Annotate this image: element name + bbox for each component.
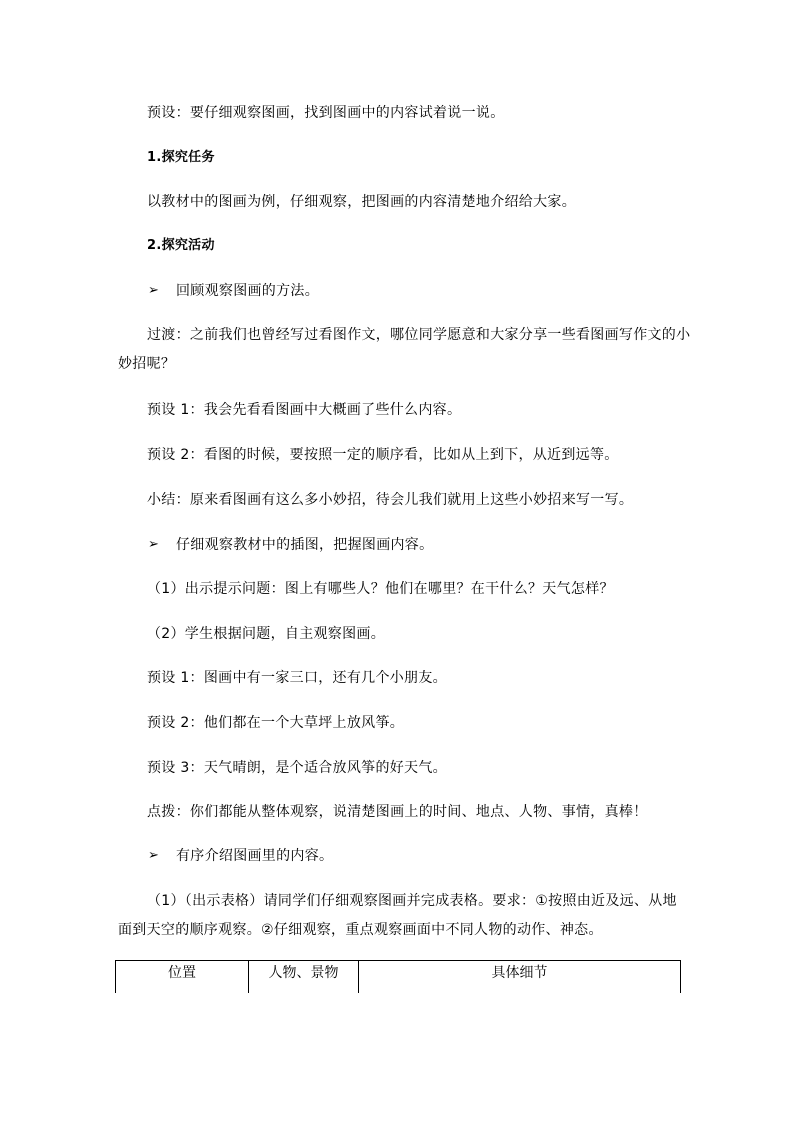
paragraph-preset-1a: 预设 1：我会先看看图画中大概画了些什么内容。	[147, 402, 462, 418]
table-header-row	[116, 961, 681, 994]
paragraph-preset-2b: 预设 2：他们都在一个大草坪上放风筝。	[147, 715, 405, 731]
paragraph-preset-2a: 预设 2：看图的时候，要按照一定的顺序看，比如从上到下，从近到远等。	[147, 447, 619, 463]
bullet-arrow-icon: ➢	[148, 283, 159, 298]
heading-explore-task: 1.探究任务	[147, 150, 215, 165]
bullet-arrow-icon: ➢	[148, 848, 159, 863]
heading-explore-activity: 2.探究活动	[147, 238, 215, 253]
paragraph-prompt-questions: （1）出示提示问题：图上有哪些人？他们在哪里？在干什么？天气怎样？	[147, 581, 614, 597]
bullet-arrow-icon: ➢	[148, 537, 159, 552]
observation-table	[115, 960, 681, 993]
paragraph-table-instruction-line1: （1）（出示表格）请同学们仔细观察图画并完成表格。要求：①按照由近及远、从地	[147, 893, 677, 909]
bullet-review-methods: 回顾观察图画的方法。	[176, 283, 319, 299]
paragraph-guidance: 点拨：你们都能从整体观察，说清楚图画上的时间、地点、人物、事情，真棒！	[147, 804, 648, 820]
table-header-details: 具体细节	[359, 961, 681, 994]
paragraph-task-description: 以教材中的图画为例，仔细观察，把图画的内容清楚地介绍给大家。	[147, 194, 576, 210]
paragraph-table-instruction-line2: 面到天空的顺序观察。②仔细观察，重点观察画面中不同人物的动作、神态。	[118, 922, 603, 938]
paragraph-preset-1b: 预设 1：图画中有一家三口，还有几个小朋友。	[147, 670, 447, 686]
paragraph-summary: 小结：原来看图画有这么多小妙招，待会儿我们就用上这些小妙招来写一写。	[147, 492, 634, 508]
table-header-position: 位置	[116, 961, 249, 994]
table-header-people-scenery: 人物、景物	[249, 961, 359, 994]
bullet-observe-illustration: 仔细观察教材中的插图，把握图画内容。	[176, 537, 434, 553]
paragraph-transition-line2: 妙招呢？	[118, 356, 176, 372]
bullet-ordered-intro: 有序介绍图画里的内容。	[176, 848, 334, 864]
paragraph-transition-line1: 过渡：之前我们也曾经写过看图作文，哪位同学愿意和大家分享一些看图画写作文的小	[147, 327, 691, 343]
paragraph-preset-observe: 预设：要仔细观察图画，找到图画中的内容试着说一说。	[147, 105, 505, 121]
paragraph-student-observe: （2）学生根据问题，自主观察图画。	[147, 626, 386, 642]
paragraph-preset-3: 预设 3：天气晴朗，是个适合放风筝的好天气。	[147, 760, 447, 776]
